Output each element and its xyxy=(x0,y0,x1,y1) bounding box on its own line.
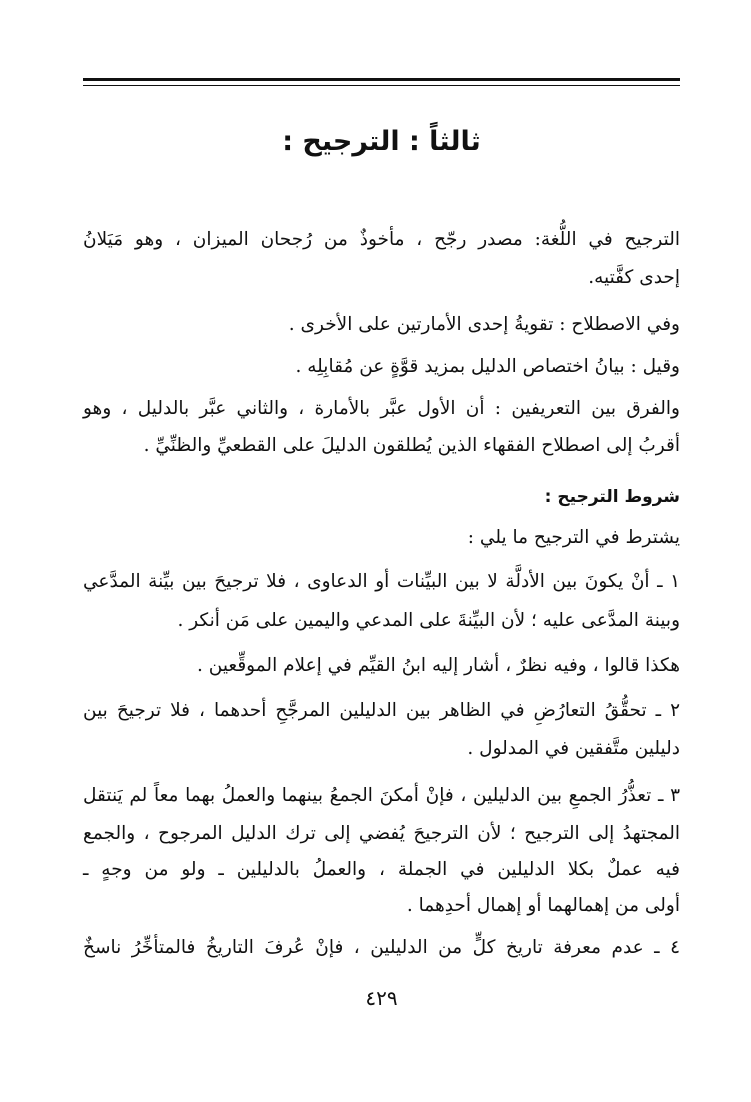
section-title: ثالثاً : الترجيح : xyxy=(282,126,481,157)
difference-line-2: أقربُ إلى اصطلاح الفقهاء الذين يُطلقون الدليلَ على القطعيِّ والظنِّيِّ . xyxy=(143,435,680,456)
condition-3-line-1: ٣ ـ تعذُّرُ الجمعِ بين الدليلين ، فإنْ أمكنَ الجمعُ بينهما والعملُ بهما معاً لم يَنتقل xyxy=(83,785,680,806)
terminology-line: وفي الاصطلاح : تقويةُ إحدى الأمارتين على الأخرى . xyxy=(288,314,680,335)
condition-3-line-3: فيه عملٌ بكلا الدليلين في الجملة ، والعملُ بالدليلين ـ ولو من وجهٍ ـ xyxy=(83,859,680,880)
alt-definition-line: وقيل : بيانُ اختصاص الدليل بمزيد قوَّةٍ عن مُقابِلِه . xyxy=(295,356,680,377)
condition-3-line-4: أولى من إهمالهما أو إهمال أحدِهما . xyxy=(406,895,680,916)
condition-1-line-2: وبينة المدَّعى عليه ؛ لأن البيِّنةَ على المدعي واليمين على مَن أنكر . xyxy=(177,610,680,631)
header-rule-thick xyxy=(83,78,680,81)
definition-line-1: الترجيح في اللُّغة: مصدر رجّح ، مأخوذٌ من رُجحان الميزان ، وهو مَيَلانُ xyxy=(83,229,680,250)
condition-1-line-1: ١ ـ أنْ يكونَ بين الأدلَّة لا بين البيِّنات أو الدعاوى ، فلا ترجيحَ بين بيِّنة المدَّعي xyxy=(83,571,680,592)
conditions-intro: يشترط في الترجيح ما يلي : xyxy=(467,527,680,548)
condition-2-line-1: ٢ ـ تحقُّقُ التعارُضِ في الظاهر بين الدليلين المرجَّحِ أحدهما ، فلا ترجيحَ بين xyxy=(83,700,680,721)
difference-line-1: والفرق بين التعريفين : أن الأول عبَّر بالأمارة ، والثاني عبَّر بالدليل ، وهو xyxy=(83,398,680,419)
definition-line-2: إحدى كفَّتيه. xyxy=(588,267,680,288)
header-rule-thin xyxy=(83,85,680,86)
condition-2-line-2: دليلين متَّفقين في المدلول . xyxy=(467,738,680,759)
condition-3-line-2: المجتهدُ إلى الترجيح ؛ لأن الترجيحَ يُفضي إلى ترك الدليل المرجوح ، والجمع xyxy=(83,823,680,844)
page-number: ٤٢٩ xyxy=(365,986,398,1010)
condition-4-line-1: ٤ ـ عدم معرفة تاريخ كلٍّ من الدليلين ، فإنْ عُرفَ التاريخُ فالمتأخِّرُ ناسخٌ xyxy=(83,937,680,958)
conditions-heading: شروط الترجيح : xyxy=(544,487,680,507)
condition-1-note: هكذا قالوا ، وفيه نظرٌ ، أشار إليه ابنُ القيِّم في إعلام الموقِّعين . xyxy=(196,655,680,676)
